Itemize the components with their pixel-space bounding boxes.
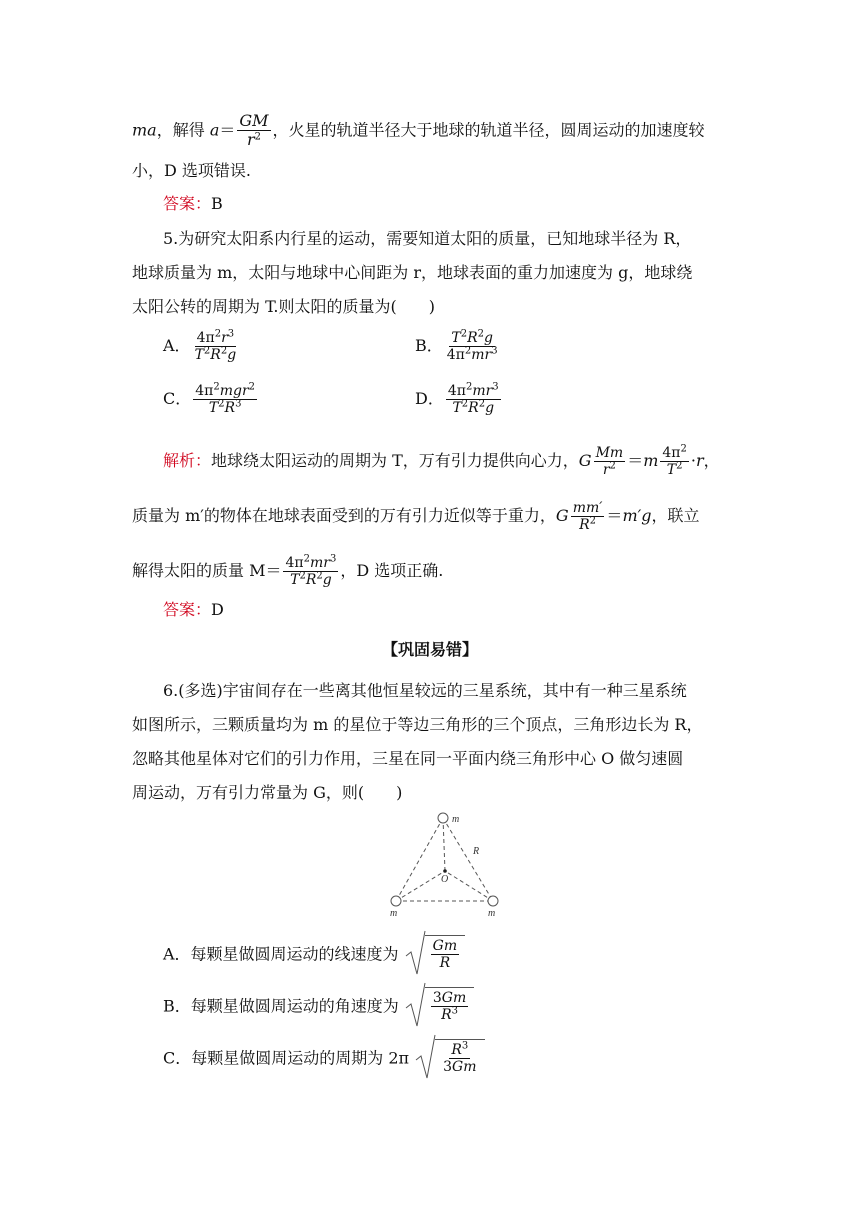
center-line-right bbox=[445, 871, 493, 901]
q5-line-2: 地球质量为 m，太阳与地球中心间距为 r，地球表面的重力加速度为 g，地球绕 bbox=[132, 263, 693, 282]
q6-option-c[interactable]: C．每颗星做圆周运动的周期为 2π $\frac{R^3}{3Gm}$ bbox=[163, 1034, 485, 1080]
section-title: 【巩固易错】 bbox=[381, 642, 478, 659]
q6-option-b[interactable]: B．每颗星做圆周运动的角速度为 $\frac{3Gm}{R^3}$ bbox=[163, 982, 474, 1028]
q5-option-c[interactable]: C． $\frac{4\pi^2mgr^2}{T^2R^3}$ bbox=[163, 381, 256, 417]
q5-line-3: 太阳公转的周期为 T.则太阳的质量为( ) bbox=[132, 297, 435, 316]
q5-option-a[interactable]: A． $\frac{4\pi^2r^3}{T^2R^2g}$ bbox=[163, 328, 237, 364]
center-line-left bbox=[396, 871, 445, 901]
star-left bbox=[391, 896, 401, 906]
label-m-right: m bbox=[488, 908, 496, 918]
triangle-left-edge bbox=[396, 818, 443, 901]
q5-analysis-line-1: 解析：地球绕太阳运动的周期为 T，万有引力提供向心力，G $\frac{Mm}{r^2}$ ＝m $\frac{4\pi^2}{T^2}$ ·r， bbox=[163, 443, 720, 479]
label-m-left: m bbox=[390, 908, 398, 918]
top-line-1: ma，解得 a＝ $\frac{GM}{r^2}$ ，火星的轨道半径大于地球的轨道半径，圆周运动的加速度较 bbox=[132, 111, 705, 150]
q6-line-3: 忽略其他星体对它们的引力作用，三星在同一平面内绕三角形中心 O 做匀速圆 bbox=[132, 749, 684, 768]
q6-option-a[interactable]: A．每颗星做圆周运动的线速度为 $\frac{Gm}{R}$ bbox=[163, 930, 465, 976]
three-star-figure bbox=[380, 808, 510, 918]
answer-4: 答案：B bbox=[163, 194, 223, 213]
q5-option-d[interactable]: D． $\frac{4\pi^2mr^3}{T^2R^2g}$ bbox=[415, 381, 499, 417]
q5-option-b[interactable]: B． $\frac{T^2R^2g}{4\pi^2mr^3}$ bbox=[415, 328, 498, 364]
q5-analysis-line-3: 解得太阳的质量 M＝ $\frac{4\pi^2mr^3}{T^2R^2g}$ ，D 选项正确. bbox=[132, 553, 444, 589]
q6-line-1: 6.(多选)宇宙间存在一些离其他恒星较远的三星系统，其中有一种三星系统 bbox=[163, 681, 687, 700]
label-O: O bbox=[441, 874, 449, 885]
answer-5: 答案：D bbox=[163, 600, 224, 619]
q6-line-4: 周运动，万有引力常量为 G，则( ) bbox=[132, 783, 403, 802]
label-R: R bbox=[473, 846, 480, 857]
triangle-right-edge bbox=[443, 818, 493, 901]
center-point bbox=[443, 869, 447, 873]
q5-analysis-line-2: 质量为 m′的物体在地球表面受到的万有引力近似等于重力，G $\frac{mm'}{R^2}$ ＝m′g，联立 bbox=[132, 500, 700, 534]
center-line-top bbox=[443, 818, 445, 871]
q6-line-2: 如图所示，三颗质量均为 m 的星位于等边三角形的三个顶点，三角形边长为 R， bbox=[132, 715, 703, 734]
gm-over-r2: $\frac{GM}{r^2}$ bbox=[239, 111, 269, 150]
q5-line-1: 5.为研究太阳系内行星的运动，需要知道太阳的质量，已知地球半径为 R， bbox=[163, 229, 692, 248]
star-right bbox=[488, 896, 498, 906]
star-top bbox=[438, 813, 448, 823]
label-m-top: m bbox=[452, 814, 460, 825]
top-line-2: 小，D 选项错误. bbox=[132, 161, 252, 180]
